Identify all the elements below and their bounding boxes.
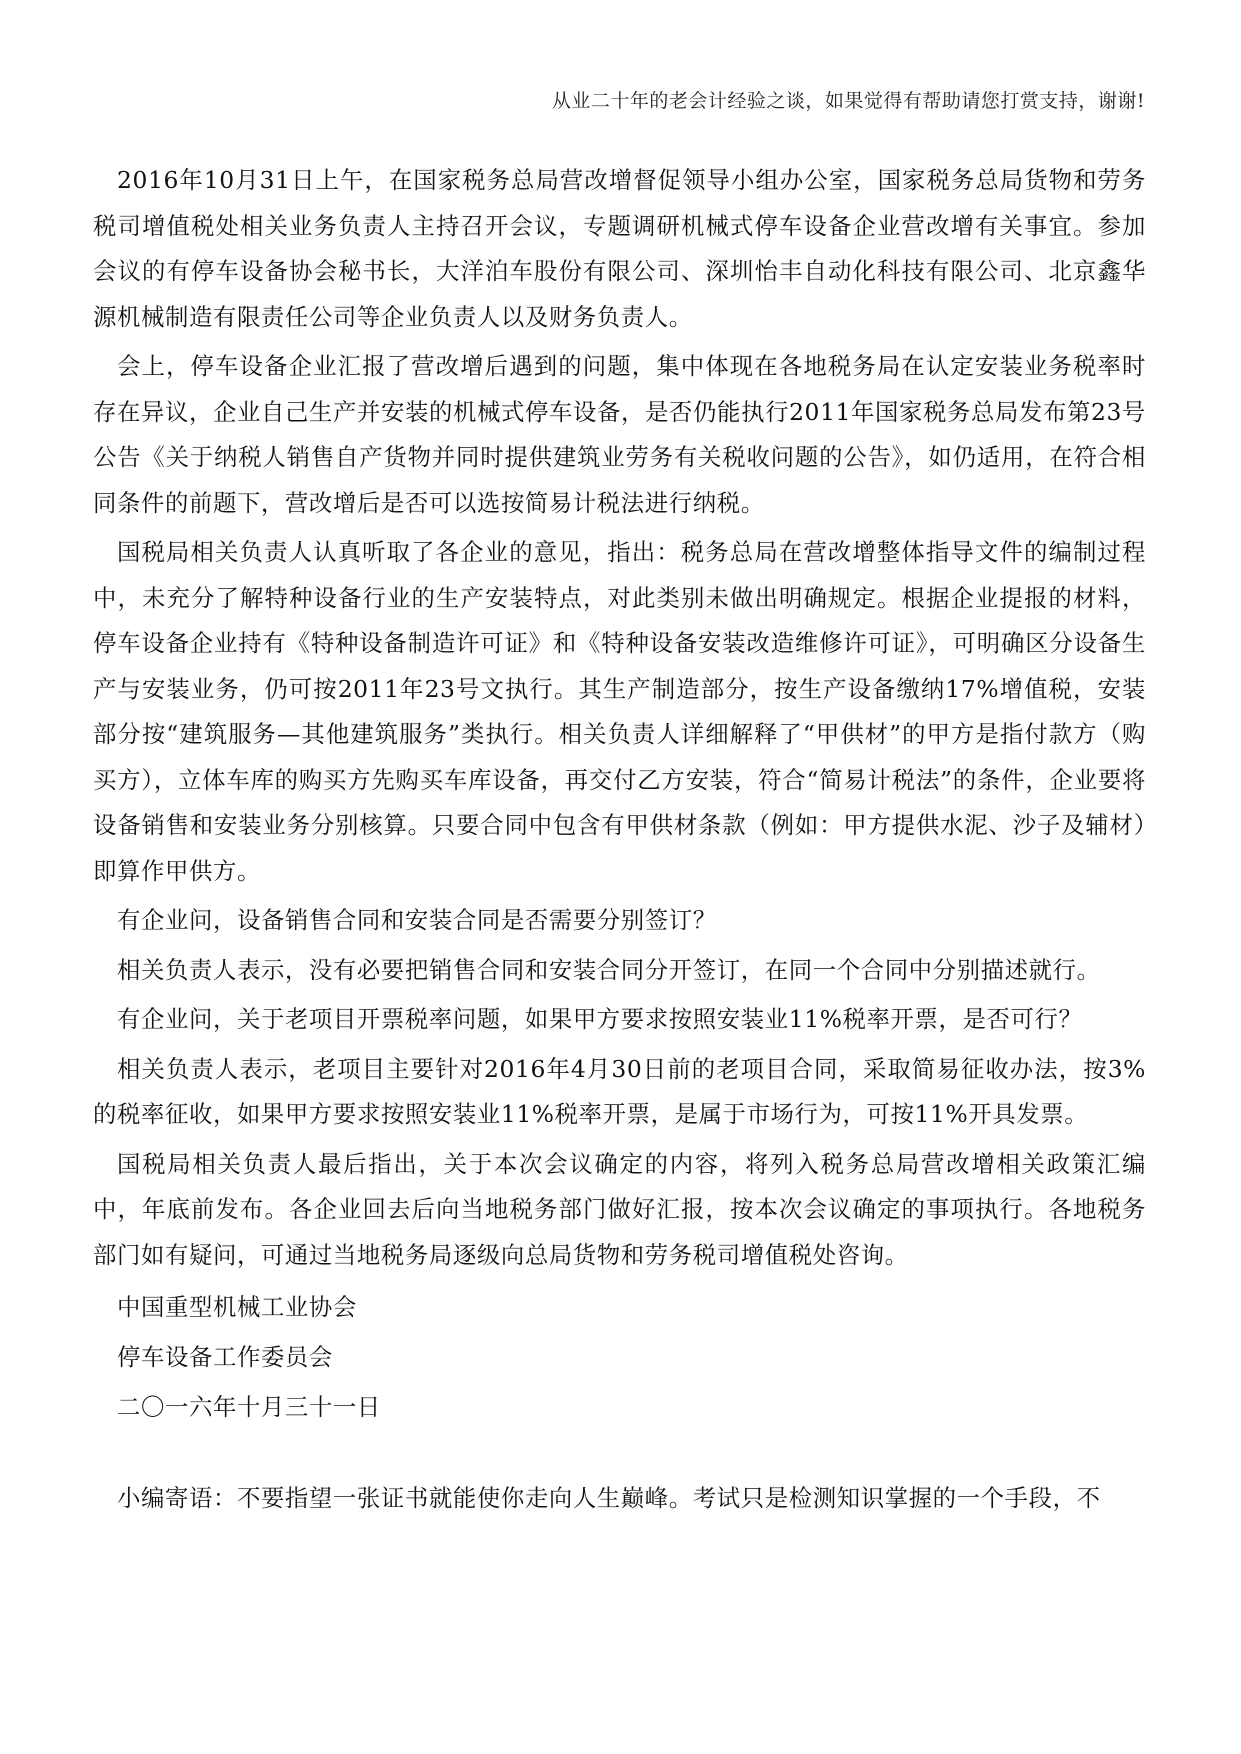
spacer <box>93 1432 1146 1476</box>
signature-org: 中国重型机械工业协会 <box>117 1293 357 1321</box>
article-body <box>93 158 1146 1526</box>
signature-date: 二〇一六年十月三十一日 <box>117 1393 381 1421</box>
paragraph-conclusion: 国税局相关负责人最后指出，关于本次会议确定的内容，将列入税务总局营改增相关政策汇编中，年底前发布。各企业回去后向当地税务部门做好汇报，按本次会议确定的事项执行。各地税务部门如有疑问，可通过当地税务局逐级向总局货物和劳务税司增值税处咨询。 <box>93 1149 1146 1269</box>
paragraph-answer-2: 相关负责人表示，老项目主要针对2016年4月30日前的老项目合同，采取简易征收办法，按3%的税率征收，如果甲方要求按照安装业11%税率开票，是属于市场行为，可按11%开具发票。 <box>93 1054 1146 1128</box>
paragraph-meeting-intro: 2016年10月31日上午，在国家税务总局营改增督促领导小组办公室，国家税务总局货物和劳务税司增值税处相关业务负责人主持召开会议，专题调研机械式停车设备企业营改增有关事宜。参加会议的有停车设备协会秘书长，大洋泊车股份有限公司、深圳怡丰自动化科技有限公司、北京鑫华源机械制造有限责任公司等企业负责人以及财务负责人。 <box>93 166 1146 331</box>
paragraph-response: 国税局相关负责人认真听取了各企业的意见，指出：税务总局在营改增整体指导文件的编制过程中，未充分了解特种设备行业的生产安装特点，对此类别未做出明确规定。根据企业提报的材料，停车设备企业持有《特种设备制造许可证》和《特种设备安装改造维修许可证》，可明确区分设备生产与安装业务，仍可按2011年23号文执行。其生产制造部分，按生产设备缴纳17%增值税，安装部分按“建筑服务—其他建筑服务”类执行。相关负责人详细解释了“甲供材”的甲方是指付款方（购买方），立体车库的购买方先购买车库设备，再交付乙方安装，符合“简易计税法”的条件，企业要将设备销售和安装业务分别核算。只要合同中包含有甲供材条款（例如：甲方提供水泥、沙子及辅材）即算作甲供方。 <box>93 538 1146 885</box>
paragraph-answer-1: 相关负责人表示，没有必要把销售合同和安装合同分开签订，在同一个合同中分别描述就行。 <box>117 955 1101 984</box>
editor-note: 小编寄语：不要指望一张证书就能使你走向人生巅峰。考试只是检测知识掌握的一个手段，不 <box>117 1484 1101 1512</box>
paragraph-question-2: 有企业问，关于老项目开票税率问题，如果甲方要求按照安装业11%税率开票，是否可行？ <box>117 1005 1083 1033</box>
header-note: 从业二十年的老会计经验之谈，如果觉得有帮助请您打赏支持，谢谢! <box>551 90 1145 112</box>
signature-committee: 停车设备工作委员会 <box>117 1343 333 1371</box>
paragraph-question-1: 有企业问，设备销售合同和安装合同是否需要分别签订？ <box>117 906 717 934</box>
paragraph-issues: 会上，停车设备企业汇报了营改增后遇到的问题，集中体现在各地税务局在认定安装业务税率时存在异议，企业自己生产并安装的机械式停车设备，是否仍能执行2011年国家税务总局发布第23号公告《关于纳税人销售自产货物并同时提供建筑业劳务有关税收问题的公告》，如仍适用，在符合相同条件的前题下，营改增后是否可以选按简易计税法进行纳税。 <box>93 352 1146 517</box>
